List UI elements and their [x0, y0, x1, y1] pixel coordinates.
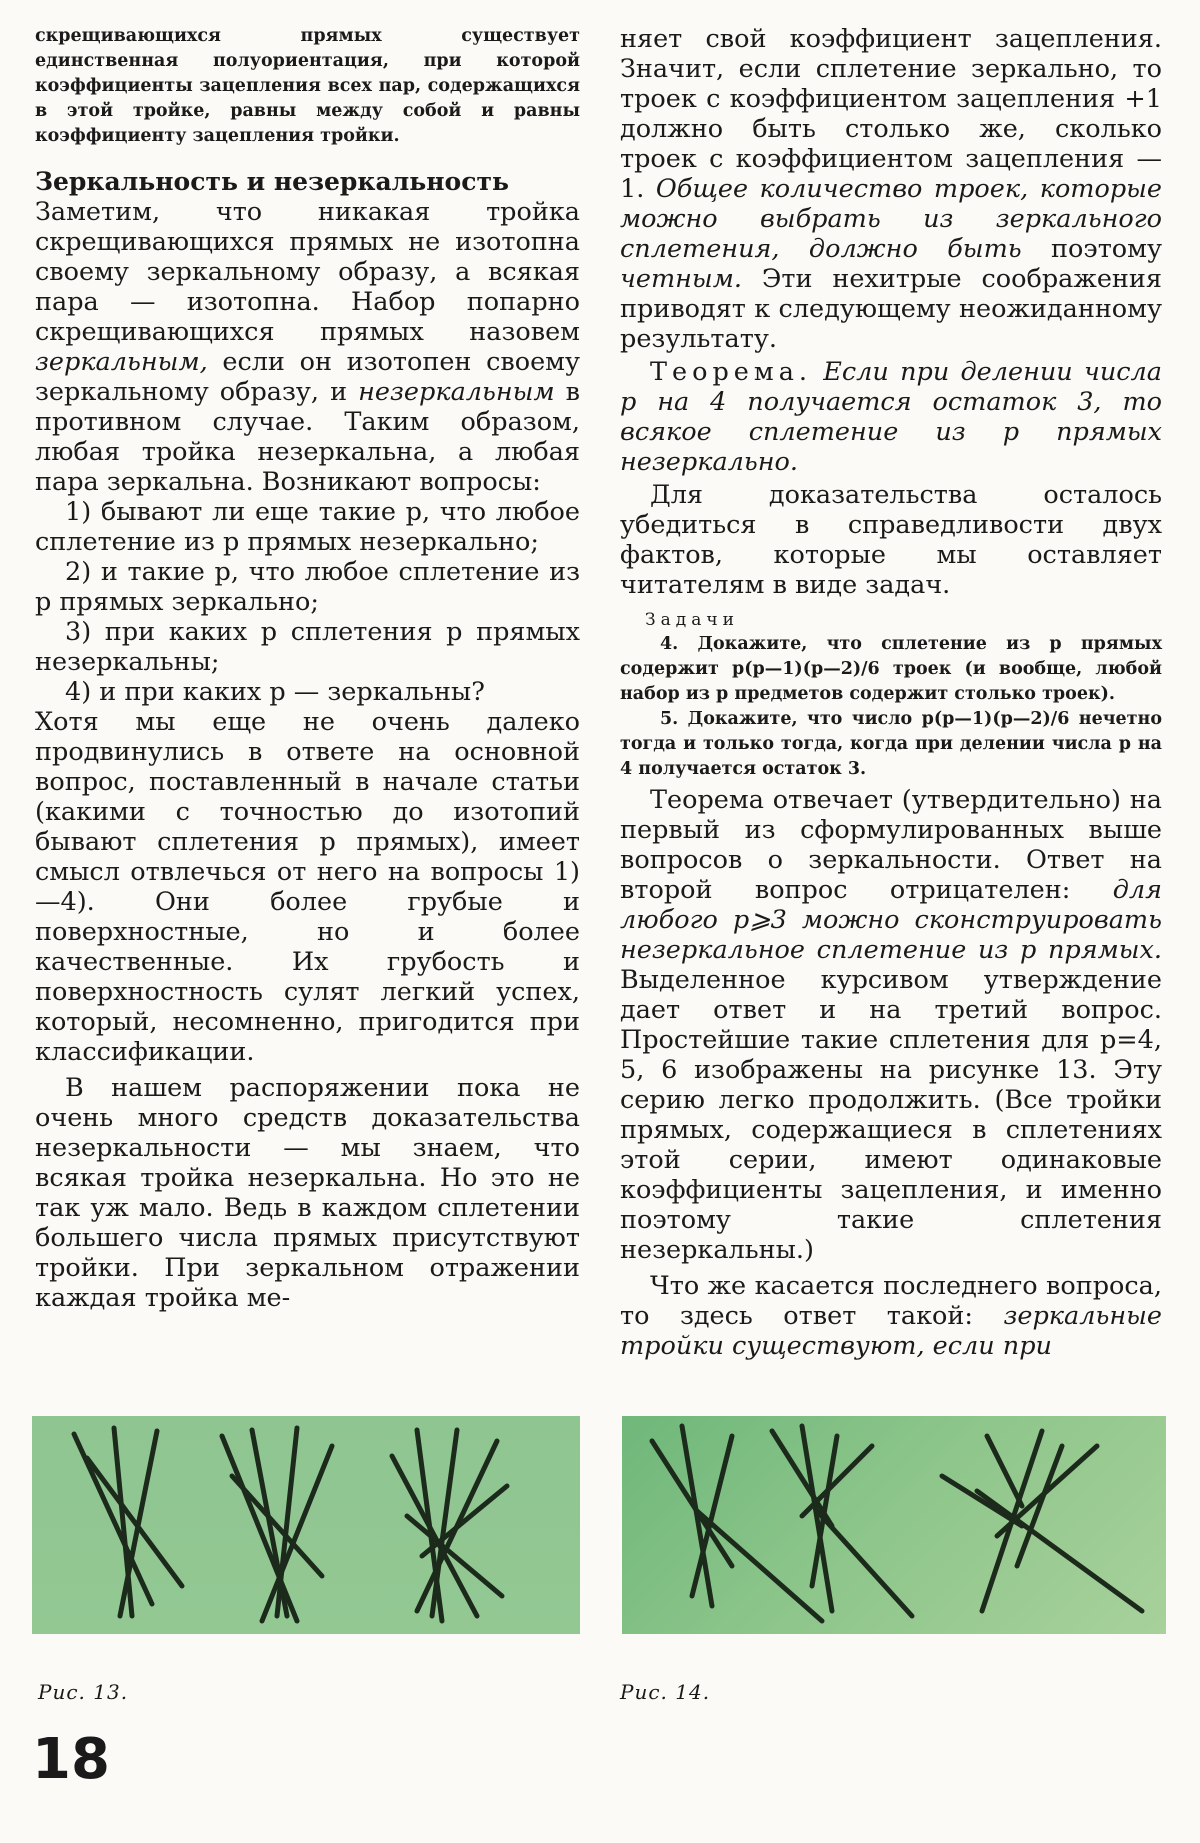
figure-14-caption: Рис. 14. — [620, 1680, 711, 1704]
text-span: Что же касается последнего вопроса, то здесь ответ такой: — [620, 1271, 1162, 1331]
text-span: Выделенное курсивом утверждение дает ответ и на третий вопрос. Простейшие такие сплетения для p=4, 5, 6 изображены на рисунке 13. Эту серию легко продолжить. (Все тройки прямых, содержащиеся в сплетениях этой серии, имеют одинаковые коэффициенты зацепления, и именно поэтому такие сплетения незеркальны.) — [620, 965, 1162, 1265]
paragraph-answers — [620, 785, 1162, 1265]
rod — [432, 1430, 457, 1616]
italic-statement: Общее количество троек, которые можно выбрать из зеркального сплетения, должно быть — [620, 174, 1163, 264]
figure-13-svg — [32, 1416, 580, 1634]
text-span: няет свой коэффициент зацепления. Значит, если сплетение зеркально, то троек с коэффициентом зацепления +1 должно быть столько же, сколько троек с коэффициентом зацепления —1. — [620, 24, 1162, 204]
italic-term: зеркальным, — [35, 347, 208, 377]
text-span: Теорема отвечает (утвердительно) на первый из сформулированных выше вопросов о зеркальности. Ответ на второй вопрос отрицателен: — [620, 785, 1162, 905]
figure-14-illustration — [622, 1416, 1166, 1634]
italic-statement: зеркальные тройки существуют, если при — [620, 1301, 1162, 1361]
theorem-label: Теорема. — [650, 357, 813, 387]
text-span: Заметим, что никакая тройка скрещивающихся прямых не изотопна своему зеркальному образу, а всякая пара — изотопна. Набор попарно скрещивающихся прямых назовем — [35, 197, 580, 347]
question-4: 4) и при каких p — зеркальны? — [65, 677, 485, 707]
question-3: 3) при каких p сплетения p прямых незеркальны; — [35, 617, 580, 677]
paragraph-digression: Хотя мы еще не очень далеко продвинулись в ответе на основной вопрос, поставленный в начале статьи (какими с точностью до изотопий бывают сплетения p прямых), имеет смысл отвлечься от него на вопросы 1)—4). Они более грубые и поверхностные, но и более качественные. Их грубость и поверхностность сулят легкий успех, который, несомненно, пригодится при классификации. — [35, 707, 580, 1067]
task-5: 5. Докажите, что число p(p—1)(p—2)/6 нечетно тогда и только тогда, когда при делении числа p на 4 получается остаток 3. — [620, 709, 1162, 779]
theorem — [620, 357, 1162, 477]
figure-13-caption: Рис. 13. — [38, 1680, 129, 1704]
rod — [987, 1436, 1022, 1506]
left-column — [35, 24, 580, 1313]
italic-statement: для любого p⩾3 можно сконструировать незеркальное сплетение из p прямых. — [620, 875, 1162, 965]
paragraph-proof: Для доказательства осталось убедиться в справедливости двух фактов, которые мы оставляет читателям в виде задач. — [620, 480, 1162, 600]
section-heading: Зеркальность и незеркальность — [35, 167, 509, 196]
italic-term: четным. — [620, 264, 742, 294]
right-column — [620, 24, 1162, 1361]
rod — [652, 1441, 732, 1566]
figure-13-illustration — [32, 1416, 580, 1634]
text-span: если он изотопен своему зеркальному образу, и — [35, 347, 580, 407]
paragraph-last-question — [620, 1271, 1162, 1361]
rod — [697, 1511, 822, 1621]
paragraph-mirror-definition — [35, 197, 580, 497]
task-4: 4. Докажите, что сплетение из p прямых содержит p(p—1)(p—2)/6 троек (и вообще, любой набор из p предметов содержит столько троек). — [620, 634, 1162, 704]
question-1: 1) бывают ли еще такие p, что любое сплетение из p прямых незеркально; — [35, 497, 580, 557]
figure-14-svg — [622, 1416, 1166, 1634]
paragraph-linking-change — [620, 24, 1162, 354]
intro-paragraph: скрещивающихся прямых существует единственная полуориентация, при которой коэффициенты зацепления всех пар, содержащихся в этой тройке, равны между собой и равны коэффициенту зацепления тройки. — [35, 26, 580, 146]
text-span: поэтому — [1021, 234, 1162, 264]
paragraph-tools: В нашем распоряжении пока не очень много средств доказательства незеркальности — мы знаем, что всякая тройка незеркальна. Но это не так уж мало. Ведь в каждом сплетении большего числа прямых присутствуют тройки. При зеркальном отражении каждая тройка ме- — [35, 1073, 580, 1313]
theorem-statement: Если при делении числа p на 4 получается остаток 3, то всякое сплетение из p прямых незеркально. — [620, 357, 1162, 477]
text-span: Эти нехитрые соображения приводят к следующему неожиданному результату. — [620, 264, 1162, 354]
italic-term: незеркальным — [358, 377, 555, 407]
rod — [422, 1486, 507, 1556]
page-number: 18 — [32, 1727, 110, 1792]
question-2: 2) и такие p, что любое сплетение из p прямых зеркально; — [35, 557, 580, 617]
tasks-title: Задачи — [645, 610, 739, 630]
text-span: в противном случае. Таким образом, любая тройка незеркальна, а любая пара зеркальна. Возникают вопросы: — [35, 377, 580, 497]
rod — [277, 1428, 297, 1616]
